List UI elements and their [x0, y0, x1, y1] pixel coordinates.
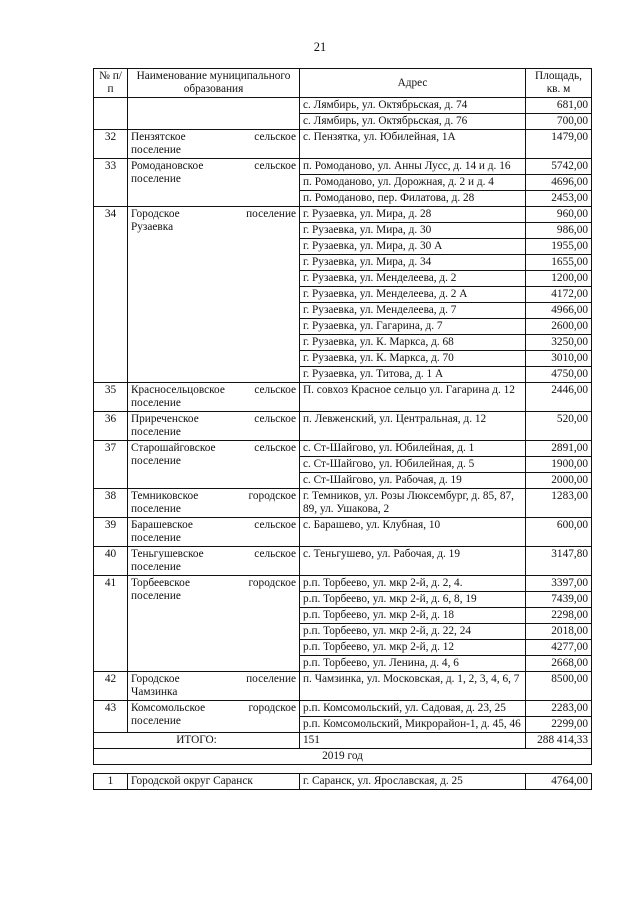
area-cell: 1283,00 — [526, 489, 592, 518]
area-cell: 2668,00 — [526, 656, 592, 672]
row-number: 36 — [94, 412, 128, 441]
address-cell: с. Лямбирь, ул. Октябрьская, д. 74 — [300, 98, 526, 114]
municipality-name-line: Торбеевское городское — [131, 577, 296, 589]
municipality-name — [128, 547, 300, 576]
municipality-name — [128, 701, 300, 733]
area-cell: 4750,00 — [526, 367, 592, 383]
address-cell: г. Рузаевка, ул. Менделеева, д. 2 — [300, 271, 526, 287]
address-cell: г. Рузаевка, ул. Мира, д. 28 — [300, 207, 526, 223]
municipality-name-line: поселение — [131, 397, 181, 409]
municipality-name-line: поселение — [131, 144, 181, 156]
area-cell: 1479,00 — [526, 130, 592, 159]
table-row — [94, 130, 592, 159]
table-row — [94, 672, 592, 701]
municipality-name-line: поселение — [131, 532, 181, 544]
table-row — [94, 207, 592, 223]
table-row — [94, 441, 592, 457]
area-cell: 600,00 — [526, 518, 592, 547]
address-cell: р.п. Торбеево, ул. мкр 2-й, д. 6, 8, 19 — [300, 592, 526, 608]
area-cell: 4966,00 — [526, 303, 592, 319]
area-cell: 681,00 — [526, 98, 592, 114]
address-cell: г. Рузаевка, ул. Мира, д. 34 — [300, 255, 526, 271]
row-number: 40 — [94, 547, 128, 576]
total-area: 288 414,33 — [526, 733, 592, 749]
register-table — [93, 68, 592, 790]
area-cell: 700,00 — [526, 114, 592, 130]
table-row — [94, 489, 592, 518]
address-cell: п. Ромоданово, пер. Филатова, д. 28 — [300, 191, 526, 207]
area-cell: 2018,00 — [526, 624, 592, 640]
area-cell: 2299,00 — [526, 717, 592, 733]
area-cell: 3250,00 — [526, 335, 592, 351]
address-cell: с. Пензятка, ул. Юбилейная, 1А — [300, 130, 526, 159]
table-row — [94, 518, 592, 547]
municipality-name — [128, 130, 300, 159]
area-cell: 960,00 — [526, 207, 592, 223]
table-row — [94, 412, 592, 441]
address-cell: г. Рузаевка, ул. Менделеева, д. 2 А — [300, 287, 526, 303]
header-name: Наименование муниципального образования — [128, 69, 300, 98]
table-row — [94, 547, 592, 576]
municipality-name-line: Темниковское городское — [131, 490, 296, 502]
municipality-name — [128, 412, 300, 441]
address-cell: г. Рузаевка, ул. Титова, д. 1 А — [300, 367, 526, 383]
address-cell: г. Рузаевка, ул. К. Маркса, д. 68 — [300, 335, 526, 351]
address-cell: п. Чамзинка, ул. Московская, д. 1, 2, 3, 4, 6, 7 — [300, 672, 526, 701]
municipality-name-line: Рузаевка — [131, 221, 174, 233]
address-cell: п. Ромоданово, ул. Дорожная, д. 2 и д. 4 — [300, 175, 526, 191]
municipality-name — [128, 518, 300, 547]
municipality-name-line: поселение — [131, 426, 181, 438]
municipality-name-line: Ромодановское сельское — [131, 160, 296, 172]
municipality-name — [128, 98, 300, 130]
area-cell: 8500,00 — [526, 672, 592, 701]
area-cell: 2891,00 — [526, 441, 592, 457]
header-num: № п/п — [94, 69, 128, 98]
area-cell: 4277,00 — [526, 640, 592, 656]
section-spacer — [94, 765, 592, 774]
municipality-name-line: Комсомольское городское — [131, 702, 296, 714]
municipality-name-line: поселение — [131, 561, 181, 573]
area-cell: 7439,00 — [526, 592, 592, 608]
table-row — [94, 701, 592, 717]
section-spacer-cell — [94, 765, 592, 774]
address-cell: г. Рузаевка, ул. Менделеева, д. 7 — [300, 303, 526, 319]
year-heading: 2019 год — [94, 749, 592, 765]
address-cell: п. Ромоданово, ул. Анны Лусс, д. 14 и д. 16 — [300, 159, 526, 175]
address-cell: р.п. Торбеево, ул. Ленина, д. 4, 6 — [300, 656, 526, 672]
table-row — [94, 383, 592, 412]
row-number: 42 — [94, 672, 128, 701]
row-number: 39 — [94, 518, 128, 547]
address-cell: р.п. Торбеево, ул. мкр 2-й, д. 2, 4. — [300, 576, 526, 592]
area-cell: 3010,00 — [526, 351, 592, 367]
area-cell: 2000,00 — [526, 473, 592, 489]
area-cell: 2600,00 — [526, 319, 592, 335]
row-number: 37 — [94, 441, 128, 489]
row-number: 35 — [94, 383, 128, 412]
area-cell: 2446,00 — [526, 383, 592, 412]
municipality-name-line: Красносельцовское сельское — [131, 384, 296, 396]
address-cell: г. Темников, ул. Розы Люксембург, д. 85, 87, 89, ул. Ушакова, 2 — [300, 489, 526, 518]
municipality-name-line: поселение — [131, 715, 181, 727]
row-number: 1 — [94, 774, 128, 790]
address-cell: р.п. Торбеево, ул. мкр 2-й, д. 22, 24 — [300, 624, 526, 640]
address-cell: п. Левженский, ул. Центральная, д. 12 — [300, 412, 526, 441]
header-area: Площадь, кв. м — [526, 69, 592, 98]
table-row — [94, 774, 592, 790]
page-number: 21 — [313, 40, 327, 54]
municipality-name-line: Барашевское сельское — [131, 519, 296, 531]
table-body — [94, 98, 592, 790]
municipality-name: Городской округ Саранск — [128, 774, 300, 790]
municipality-name-line: Старошайговское сельское — [131, 442, 296, 454]
address-cell: р.п. Комсомольский, ул. Садовая, д. 23, 25 — [300, 701, 526, 717]
municipality-name-line: Приреченское сельское — [131, 413, 296, 425]
area-cell: 520,00 — [526, 412, 592, 441]
municipality-name — [128, 672, 300, 701]
address-cell: с. Теньгушево, ул. Рабочая, д. 19 — [300, 547, 526, 576]
total-label: ИТОГО: — [94, 733, 300, 749]
municipality-name — [128, 576, 300, 672]
area-cell: 1200,00 — [526, 271, 592, 287]
area-cell: 4696,00 — [526, 175, 592, 191]
municipality-name — [128, 207, 300, 383]
area-cell: 986,00 — [526, 223, 592, 239]
area-cell: 5742,00 — [526, 159, 592, 175]
address-cell: р.п. Комсомольский, Микрорайон-1, д. 45, 46 — [300, 717, 526, 733]
row-number: 32 — [94, 130, 128, 159]
address-cell: г. Рузаевка, ул. Мира, д. 30 А — [300, 239, 526, 255]
total-row — [94, 733, 592, 749]
area-cell: 4172,00 — [526, 287, 592, 303]
row-number: 33 — [94, 159, 128, 207]
area-cell: 2298,00 — [526, 608, 592, 624]
municipality-name — [128, 489, 300, 518]
address-cell: г. Саранск, ул. Ярославская, д. 25 — [300, 774, 526, 790]
row-number: 38 — [94, 489, 128, 518]
area-cell: 3147,80 — [526, 547, 592, 576]
address-cell: р.п. Торбеево, ул. мкр 2-й, д. 12 — [300, 640, 526, 656]
row-number: 43 — [94, 701, 128, 733]
header-address: Адрес — [300, 69, 526, 98]
municipality-name-line: поселение — [131, 590, 181, 602]
municipality-name-line: Пензятское сельское — [131, 131, 296, 143]
table-row — [94, 98, 592, 114]
area-cell: 1900,00 — [526, 457, 592, 473]
address-cell: с. Ст-Шайгово, ул. Рабочая, д. 19 — [300, 473, 526, 489]
municipality-name — [128, 383, 300, 412]
area-cell: 1955,00 — [526, 239, 592, 255]
address-cell: г. Рузаевка, ул. Мира, д. 30 — [300, 223, 526, 239]
municipality-name-line: поселение — [131, 173, 181, 185]
municipality-name — [128, 441, 300, 489]
municipality-name-line: Теньгушевское сельское — [131, 548, 296, 560]
address-cell: с. Ст-Шайгово, ул. Юбилейная, д. 5 — [300, 457, 526, 473]
row-number: 34 — [94, 207, 128, 383]
area-cell: 2283,00 — [526, 701, 592, 717]
address-cell: с. Лямбирь, ул. Октябрьская, д. 76 — [300, 114, 526, 130]
year-section-row — [94, 749, 592, 765]
table-row — [94, 576, 592, 592]
address-cell: г. Рузаевка, ул. К. Маркса, д. 70 — [300, 351, 526, 367]
address-cell: г. Рузаевка, ул. Гагарина, д. 7 — [300, 319, 526, 335]
total-count: 151 — [300, 733, 526, 749]
municipality-name-line: Городское поселение — [131, 673, 296, 685]
municipality-name — [128, 159, 300, 207]
row-number — [94, 98, 128, 130]
area-cell: 3397,00 — [526, 576, 592, 592]
address-cell: р.п. Торбеево, ул. мкр 2-й, д. 18 — [300, 608, 526, 624]
municipality-name-line: Городское поселение — [131, 208, 296, 220]
area-cell: 4764,00 — [526, 774, 592, 790]
table-header-row — [94, 69, 592, 98]
municipality-name-line: Чамзинка — [131, 686, 178, 698]
address-cell: с. Ст-Шайгово, ул. Юбилейная, д. 1 — [300, 441, 526, 457]
address-cell: П. совхоз Красное сельцо ул. Гагарина д. 12 — [300, 383, 526, 412]
address-cell: с. Барашево, ул. Клубная, 10 — [300, 518, 526, 547]
area-cell: 2453,00 — [526, 191, 592, 207]
area-cell: 1655,00 — [526, 255, 592, 271]
municipality-name-line: поселение — [131, 455, 181, 467]
table-row — [94, 159, 592, 175]
municipality-name-line: поселение — [131, 503, 181, 515]
row-number: 41 — [94, 576, 128, 672]
